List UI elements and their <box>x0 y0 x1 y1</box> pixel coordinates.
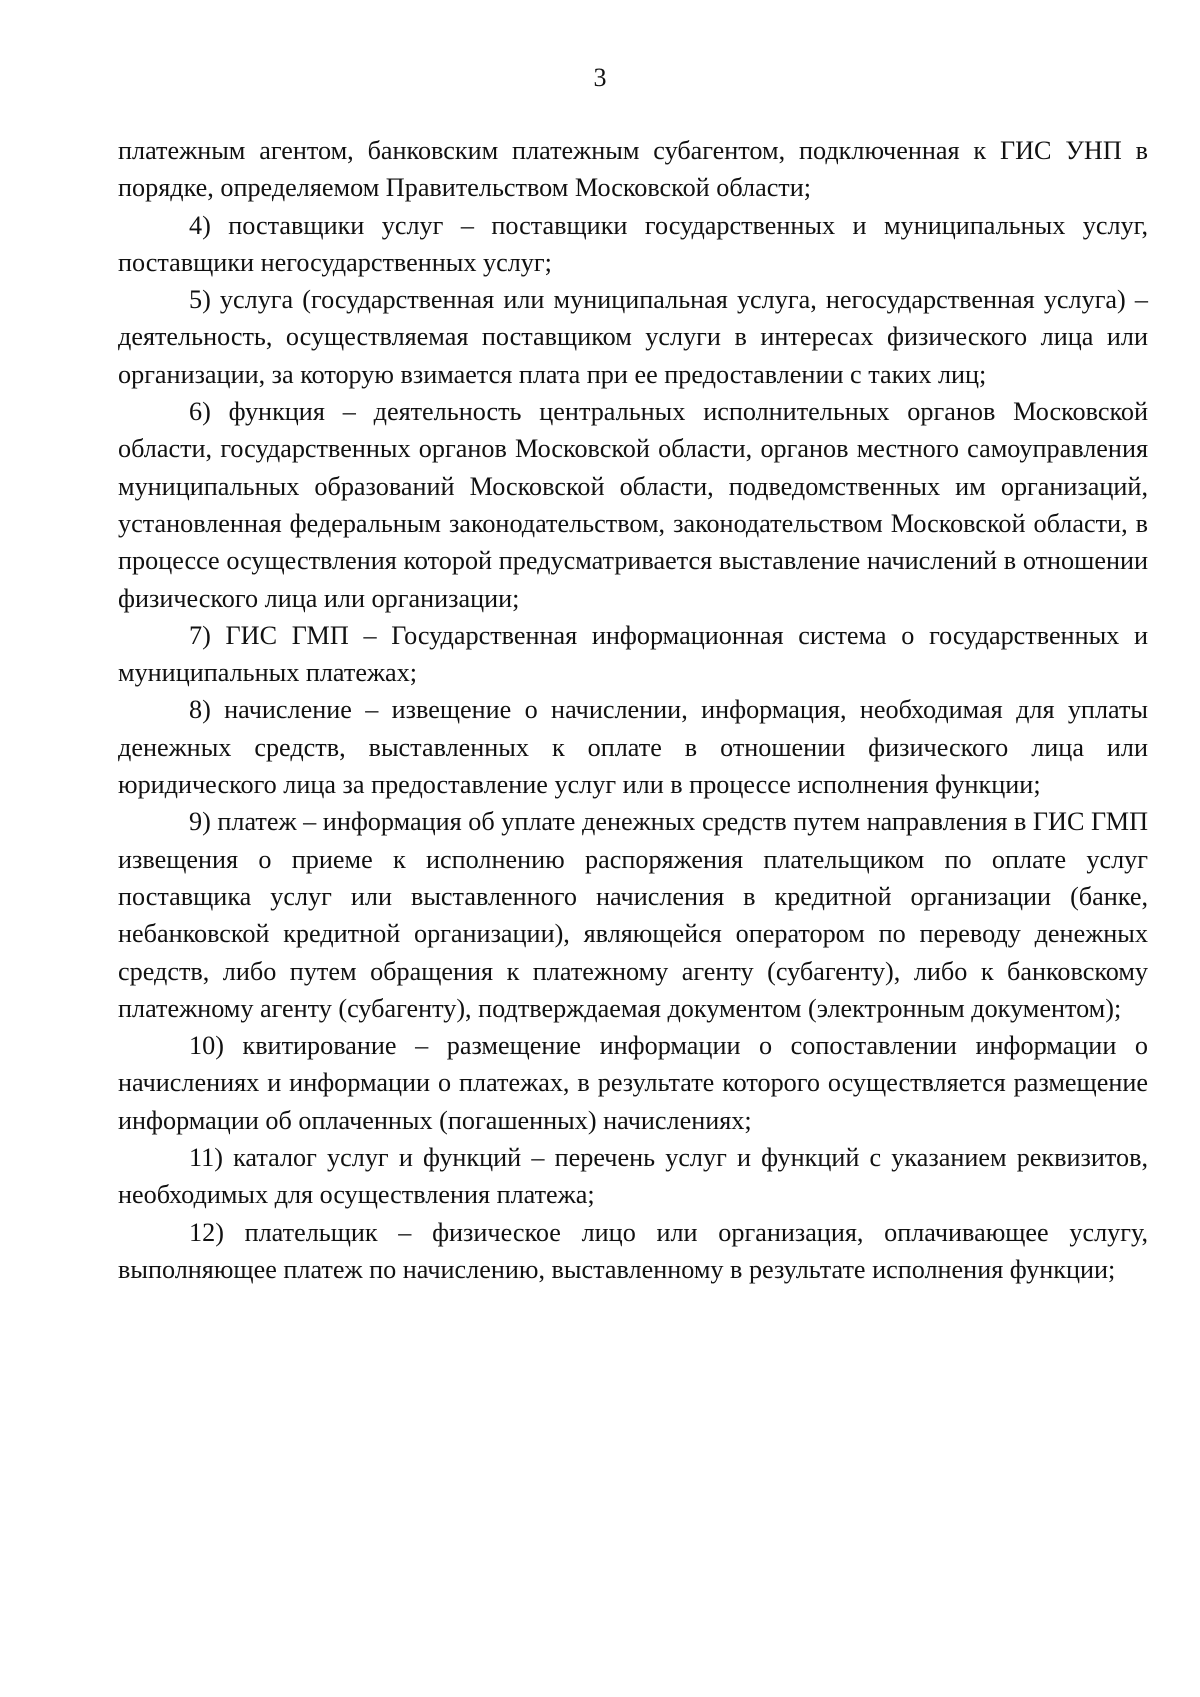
paragraph-item-9-payment: 9) платеж – информация об уплате денежных средств путем направления в ГИС ГМП извещения о приеме к исполнению распоряжения плательщиком по оплате услуг поставщика услуг или выставленного начисления в кредитной организации (банке, небанковской кредитной организации), являющейся оператором по переводу денежных средств, либо путем обращения к платежному агенту (субагенту), либо к банковскому платежному агенту (субагенту), подтверждаемая документом (электронным документом); <box>118 807 1148 1023</box>
page-number: 3 <box>593 63 607 92</box>
paragraph-item-10-reconciliation: 10) квитирование – размещение информации о сопоставлении информации о начислениях и информации о платежах, в результате которого осуществляется размещение информации об оплаченных (погашенных) начислениях; <box>118 1031 1148 1135</box>
paragraph-item-4-service-providers: 4) поставщики услуг – поставщики государственных и муниципальных услуг, поставщики негосударственных услуг; <box>118 210 1148 277</box>
paragraph-item-6-function: 6) функция – деятельность центральных исполнительных органов Московской области, государственных органов Московской области, органов местного самоуправления муниципальных образований Московской области, подведомственных им организаций, установленная федеральным законодательством, законодательством Московской области, в процессе осуществления которой предусматривается выставление начислений в отношении физического лица или организации; <box>118 397 1148 613</box>
paragraph-item-5-service: 5) услуга (государственная или муниципальная услуга, негосударственная услуга) – деятельность, осуществляемая поставщиком услуги в интересах физического лица или организации, за которую взимается плата при ее предоставлении с таких лиц; <box>118 285 1148 389</box>
document-body <box>118 132 1148 1288</box>
paragraph-item-12-payer: 12) плательщик – физическое лицо или организация, оплачивающее услугу, выполняющее платеж по начислению, выставленному в результате исполнения функции; <box>118 1217 1148 1284</box>
paragraph-item-11-catalog: 11) каталог услуг и функций – перечень услуг и функций с указанием реквизитов, необходимых для осуществления платежа; <box>118 1143 1148 1210</box>
paragraph-continuation: платежным агентом, банковским платежным субагентом, подключенная к ГИС УНП в порядке, определяемом Правительством Московской области; <box>118 136 1148 203</box>
paragraph-item-8-charge: 8) начисление – извещение о начислении, информация, необходимая для уплаты денежных средств, выставленных к оплате в отношении физического лица или юридического лица за предоставление услуг или в процессе исполнения функции; <box>118 695 1148 800</box>
paragraph-item-7-gis-gmp: 7) ГИС ГМП – Государственная информационная система о государственных и муниципальных платежах; <box>118 620 1148 688</box>
